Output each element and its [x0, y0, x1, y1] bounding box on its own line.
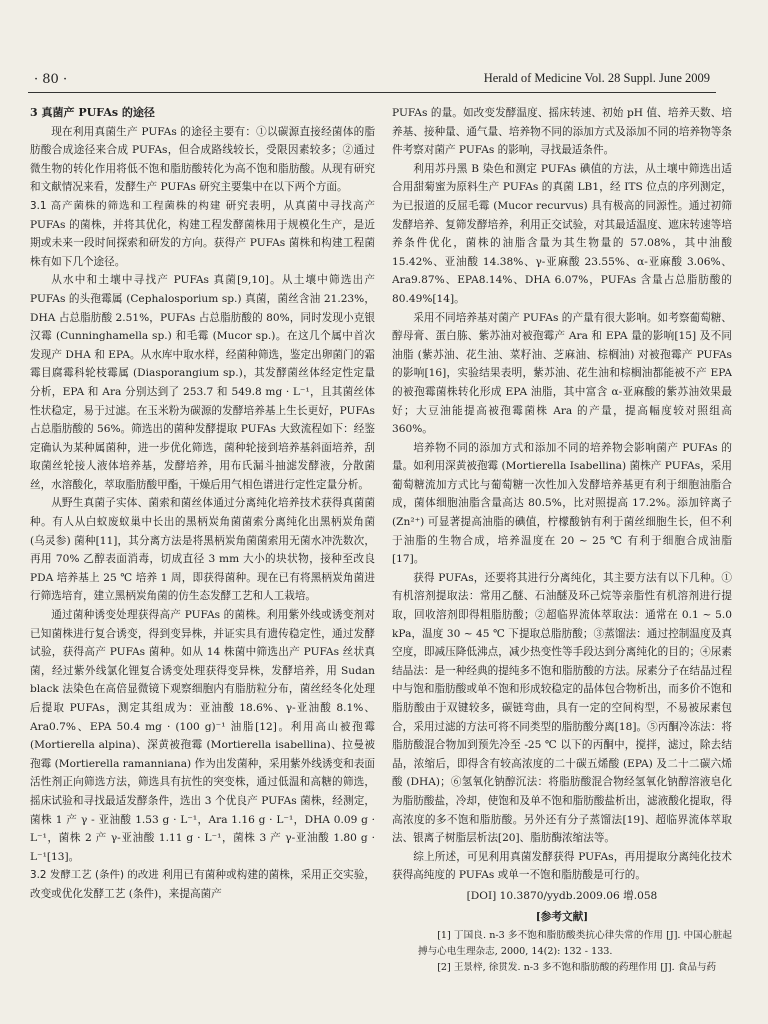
paragraph: 从野生真菌子实体、菌索和菌丝体通过分离纯化培养技术获得真菌菌种。有人从白蚁废蚁巢中长出的黑柄炭角菌菌索分离纯化出黑柄炭角菌 (乌灵参) 菌种[11]，其分离方法是将黑柄炭角菌菌索用无菌水冲洗数次，再用 70% 乙醇表面消毒，切成直径 3 mm 大小的块状物，接种至改良 PDA 培养基上 25 ℃ 培养 1 周，即获得菌种。现在已有将黑柄炭角菌进行筛选培育，建立黑柄炭角菌的仿生态发酵工艺和人工栽培。 — [30, 497, 375, 603]
right-column — [392, 104, 732, 1016]
subsection-text: 利用已有菌种或构建的菌株，采用正交实验，改变或优化发酵工艺 (条件)，来提高菌产 — [30, 869, 375, 900]
reference-item: [2] 王景梓, 徐贯发. n-3 多不饱和脂肪酸的药理作用 [J]. 食品与药 — [437, 962, 717, 974]
paragraph: 现在利用真菌生产 PUFAs 的途径主要有：①以碳源直接经菌体的脂肪酸合成途径来合成 PUFAs，但合成路线较长，受限因素较多；②通过微生物的转化作用将低不饱和脂肪酸转化为高不饱和脂肪酸。从现有研究和文献情况来看，发酵生产 PUFAs 研究主要集中在以下两个方面。 — [30, 125, 375, 194]
header-rule — [28, 92, 716, 93]
paragraph: 培养物不同的添加方式和添加不同的培养物会影响菌产 PUFAs 的量。如利用深黄被孢霉 (Mortierella Isabellina) 菌株产 PUFAs，采用葡萄糖流加方式比与葡萄糖一次性加入发酵培养基更有利于细胞油脂合成，菌体细胞油脂含量高达 80.5%，比对照提高 17.2%。添加锌离子 (Zn²⁺) 可显著提高油脂的碘值，柠檬酸钠有利于菌丝细胞生长，但不利于油脂的生物合成，培养温度在 20 ~ 25 ℃ 有利于细胞合成油脂[17]。 — [392, 441, 732, 566]
subsection-heading: 3.2 发酵工艺 (条件) 的改进 — [30, 869, 159, 882]
section-title: 3 真菌产 PUFAs 的途径 — [30, 106, 155, 119]
subsection-3-2 — [30, 866, 375, 903]
paragraph: 综上所述，可见利用真菌发酵获得 PUFAs，再用提取分离纯化技术获得高纯度的 PUFAs 或单一不饱和脂肪酸是可行的。 — [392, 850, 732, 882]
paragraph: 从水中和土壤中寻找产 PUFAs 真菌[9,10]。从土壤中筛选出产 PUFAs 的头孢霉属 (Cephalosporium sp.) 真菌，菌丝含油 21.23%，DHA 占总脂肪酸 2.51%，PUFAs 占总脂肪酸的 80%，同时发现小克银汉霉 (Cunninghamella sp.) 和毛霉 (Mucor sp.)。在这几个属中首次发现产 DHA 和 EPA。从水库中取水样，经菌种筛选，鉴定出卵菌门的霜霉目腐霉科轮枝霉属 (Diasporangium sp.)，其发酵菌丝体经定性定量分析，EPA 和 Ara 分别达到了 253.7 和 549.8 mg · L⁻¹，且其菌丝体性状稳定，易于过滤。在玉米粉为碳源的发酵培养基上生长更好，PUFAs 占总脂肪酸的 56%。筛选出的菌种发酵提取 PUFAs 大致流程如下：经鉴定确认为某种属菌种，进一步优化筛选，菌种轮接到培养基斜面培养，刮取菌丝轮接人液体培养基，发酵培养，用布氏漏斗抽滤发酵液，分散菌丝，水溶酸化，萃取脂肪酸甲酯，干燥后用气相色谱进行定性定量分析。 — [30, 274, 375, 491]
journal-running-header: Herald of Medicine Vol. 28 Suppl. June 2009 — [483, 71, 710, 85]
paragraph: 采用不同培养基对菌产 PUFAs 的产量有很大影响。如考察葡萄糖、醇母膏、蛋白胨、紫苏油对被孢霉产 Ara 和 EPA 量的影响[15] 及不同油脂 (紫苏油、花生油、菜籽油、芝麻油、棕榈油) 对被孢霉产 PUFAs 的影响[16]，实验结果表明，紫苏油、花生油和棕榈油都能被不产 EPA 的被孢霉菌株转化形成 EPA 油脂，其中富含 α-亚麻酸的紫苏油效果最好；大豆油能提高被孢霉菌株 Ara 的产量，提高幅度较对照组高 360%。 — [392, 311, 732, 436]
left-column — [30, 104, 375, 1016]
subsection-text: 研究表明，从真菌中寻找高产 PUFAs 的菌株，并将其优化，构建工程发酵菌株用于规模化生产，是近期或未来一段时间探索和研发的方向。获得产 PUFAs 菌株和构建工程菌株有如下几个途径。 — [30, 199, 375, 268]
paragraph: 通过菌种诱变处理获得高产 PUFAs 的菌株。利用紫外线或诱变剂对已知菌株进行复合诱变，得到变异株，并证实具有遗传稳定性，通过发酵试验，获得高产 PUFAs 菌种。如从 14 株菌中筛选出产 PUFAs 丝状真菌，经过紫外线氯化锂复合诱变处理获得变异株，发酵培养，用 Sudan black 法染色在高倍显微镜下观察细胞内有脂肪粒分布，菌丝经冬化处理后提取 PUFAs，测定其组成为：亚油酸 18.6%、γ-亚油酸 8.1%、Ara0.7%、EPA 50.4 mg · (100 g)⁻¹ 油脂[12]。利用高山被孢霉 (Mortierella alpina)、深黄被孢霉 (Mortierella isabellina)、拉曼被孢霉 (Mortierella ramanniana) 作为出发菌种，采用紫外线诱变和表面活性剂正向筛选方法，筛选具有抗性的突变株，通过低温和高糖的筛选，摇床试验和寻找最适发酵条件，选出 3 个优良产 PUFAs 菌株，经测定，菌株 1 产 γ - 亚油酸 1.53 g · L⁻¹，Ara 1.16 g · L⁻¹，DHA 0.09 g · L⁻¹，菌株 2 产 γ-亚油酸 1.11 g · L⁻¹，菌株 3 产 γ-亚油酸 1.80 g · L⁻¹[13]。 — [30, 609, 375, 863]
paragraph: 利用苏丹黑 B 染色和测定 PUFAs 碘值的方法，从土壤中筛选出适合用甜菊蜜为原料生产 PUFAs 的真菌 LB1，经 ITS 位点的序列测定，为已报道的反屈毛霉 (Mucor recurvus) 具有极高的同源性。通过初筛发酵培养、复筛发酵培养，利用正交试验，对其最适温度、遮床转速等培养条件优化，菌株的油脂含量为其生物量的 57.08%，其中油酸 15.42%、亚油酸 14.38%、γ-亚麻酸 23.55%、α-亚麻酸 3.06%、Ara9.87%、EPA8.14%、DHA 6.07%，PUFAs 含量占总脂肪酸的 80.49%[14]。 — [392, 162, 732, 305]
page-number: · 80 · — [34, 72, 68, 87]
subsection-3-1 — [30, 197, 375, 271]
paragraph: 获得 PUFAs，还要将其进行分离纯化，其主要方法有以下几种。①有机溶剂提取法：常用乙醚、石油醚及环己烷等亲脂性有机溶剂进行提取，回收溶剂即得粗脂肪酸；②超临界流体萃取法：通常在 0.1 ~ 5.0 kPa，温度 30 ~ 45 ℃ 下提取总脂肪酸；③蒸馏法：通过控制温度及真空度，即减压降低沸点，减少热变性等手段达到分离纯化的目的；④尿素结晶法：是一种经典的提纯多不饱和脂肪酸的方法。尿素分子在结晶过程中与饱和脂肪酸或单不饱和形成较稳定的晶体包合物析出，而多价不饱和脂肪酸由于双键较多，碳链弯曲，具有一定的空间构型，不易被尿素包合，采用过滤的方法可将不同类型的脂肪酸分离[18]。⑤丙酮冷冻法：将脂肪酸混合物加到预先冷至 -25 ℃ 以下的丙酮中，搅拌，滤过，除去结晶，浓缩后，即得含有较高浓度的二十碳五烯酸 (EPA) 及二十二碳六烯酸 (DHA)；⑥氢氧化钠醇沉法：将脂肪酸混合物经氢氧化钠醇溶液皂化为脂肪酸盐，冷却，使饱和及单不饱和脂肪酸盐析出，滤液酸化提取，得高浓度的多不饱和脂肪酸。另外还有分子蒸馏法[19]、超临界流体萃取法、银离子树脂层析法[20]、脂肪酶浓缩法等。 — [392, 571, 732, 845]
reference-item: [1] 丁国良. n-3 多不饱和脂肪酸类抗心律失常的作用 [J]. 中国心脏起搏与心电生理杂志, 2000, 14(2): 132 - 133. — [418, 930, 732, 958]
paragraph: PUFAs 的量。如改变发酵温度、摇床转速、初始 pH 值、培养天数、培养基、接种量、通气量、培养物不同的添加方式及添加不同的培养物等条件考察对菌产 PUFAs 的影响，寻找最适条件。 — [392, 107, 732, 157]
subsection-heading: 3.1 高产菌株的筛选和工程菌株的构建 — [30, 199, 222, 212]
doi-line: [DOI] 10.3870/yydb.2009.06 增.058 — [466, 889, 658, 902]
references-title: [参考文献] — [535, 910, 589, 923]
